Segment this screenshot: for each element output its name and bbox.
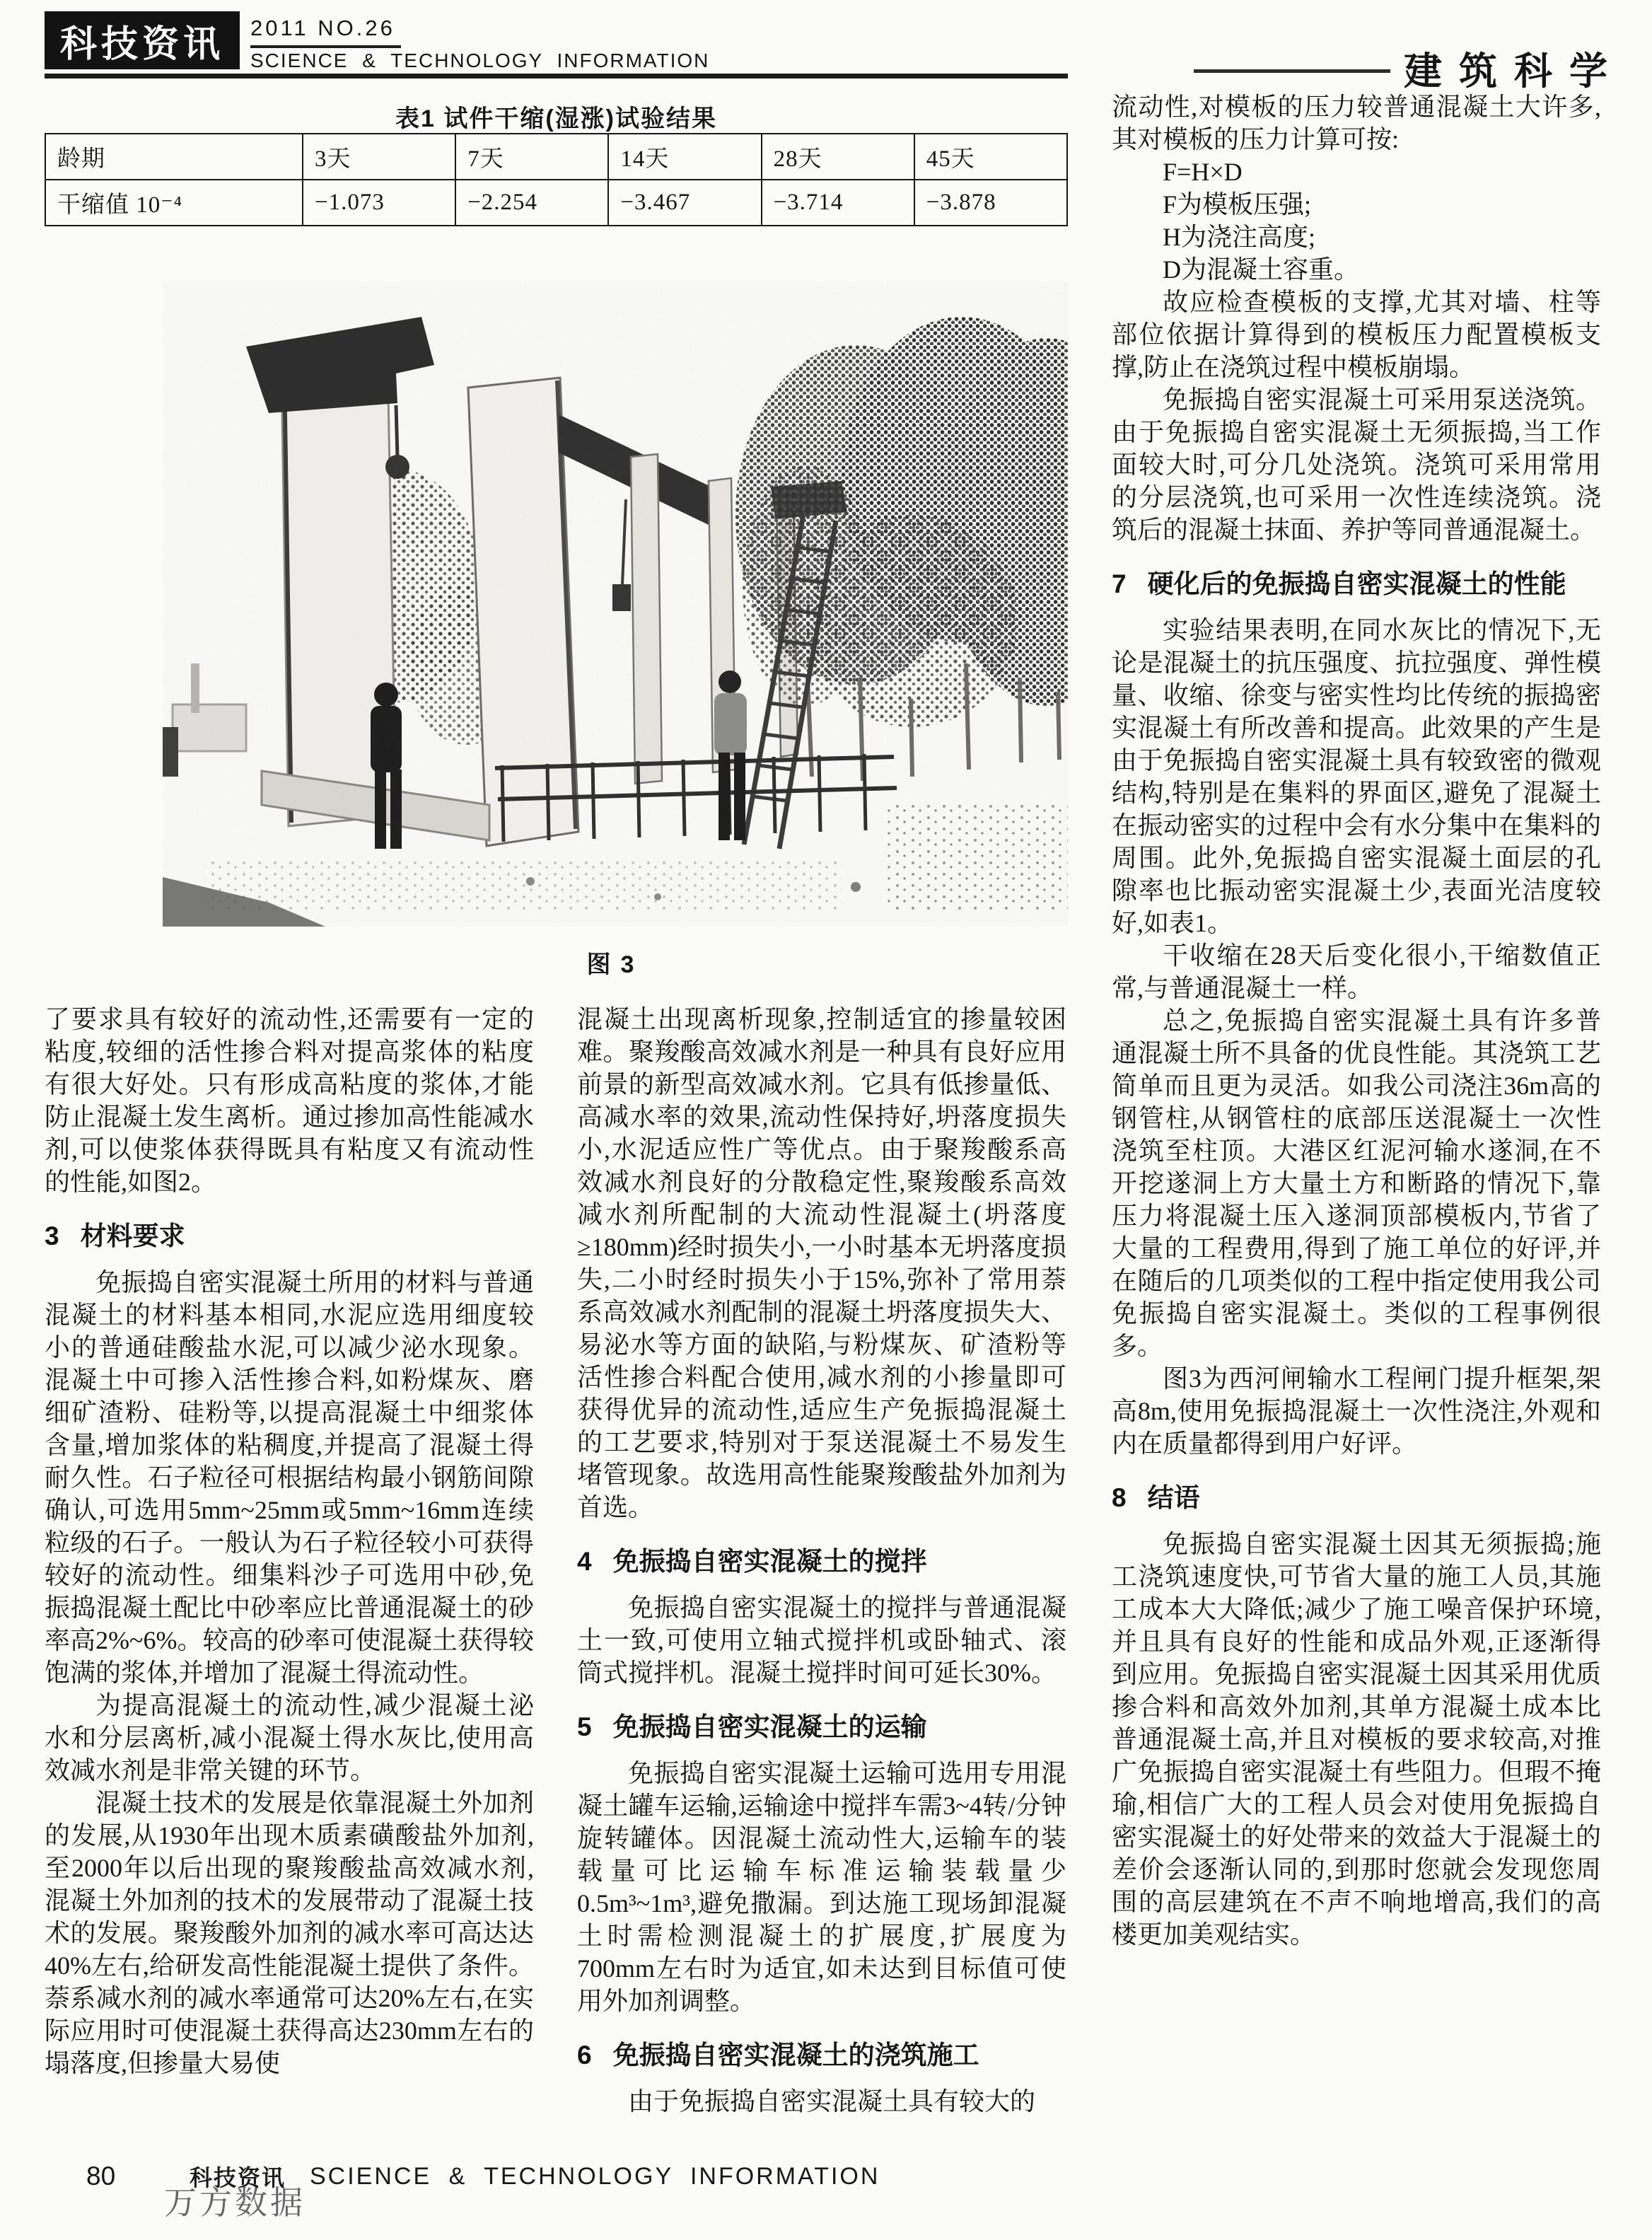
header-divider	[45, 74, 1068, 79]
section-number: 4	[577, 1547, 592, 1576]
footer-journal-name-en: SCIENCE & TECHNOLOGY INFORMATION	[310, 2163, 880, 2190]
paragraph: 为提高混凝土的流动性,减少混凝土泌水和分层离析,减小混凝土得水灰比,使用高效减水剂是非常关键的环节。	[45, 1691, 534, 1785]
section-heading	[577, 2038, 1066, 2072]
table-value-cell: −1.073	[303, 180, 455, 226]
text-column-middle	[577, 1003, 1066, 2118]
paragraph: 免振捣自密实混凝土运输可选用专用混凝土罐车运输,运输途中搅拌车需3~4转/分钟旋转罐体。因混凝土流动性大,运输车的装载量可比运输车标准运输装载量少0.5m³~1m³,避免撒漏。到达施工现场卸混凝土时需检测混凝土的扩展度,扩展度为700mm左右时为适宜,如未达到目标值可使用外加剂调整。	[577, 1759, 1066, 2015]
section-heading	[577, 1545, 1066, 1579]
page-number: 80	[86, 2161, 116, 2190]
issue-number: 2011 NO.26	[250, 16, 401, 48]
text-column-left	[45, 1003, 534, 2079]
journal-logo	[45, 11, 240, 69]
paragraph: 图3为西河闸输水工程闸门提升框架,架高8m,使用免振捣混凝土一次性浇注,外观和内在质量都得到用户好评。	[1112, 1364, 1601, 1458]
paragraph: 干收缩在28天后变化很小,干缩数值正常,与普通混凝土一样。	[1112, 941, 1601, 1002]
table-header-cell: 45天	[914, 134, 1067, 180]
section-number: 7	[1112, 569, 1127, 598]
section-heading-text: 硬化后的免振捣自密实混凝土的性能	[1147, 569, 1566, 598]
paragraph: 免振捣自密实混凝土因其无须振捣;施工浇筑速度快,可节省大量的施工人员,其施工成本大大降低;减少了施工噪音保护环境,并且具有良好的性能和成品外观,正逐渐得到应用。免振捣自密实混凝土因其采用优质掺合料和高效外加剂,其单方混凝土成本比普通混凝土高,并且对模板的要求较高,对推广免振捣自密实混凝土有些阻力。但瑕不掩瑜,相信广大的工程人员会对使用免振捣自密实混凝土的好处带来的效益大于混凝土的差价会逐渐认同的,到那时您就会发现您周围的高层建筑在不声不响地增高,我们的高楼更加美观结实。	[1112, 1530, 1601, 1949]
paragraph: 总之,免振捣自密实混凝土具有许多普通混凝土所不具备的优良性能。其浇筑工艺简单而且更为灵活。如我公司浇注36m高的钢管柱,从钢管柱的底部压送混凝土一次性浇筑至柱顶。大港区红泥河输水遂洞,在不开挖遂洞上方大量土方和断路的情况下,靠压力将混凝土压入遂洞顶部模板内,节省了大量的工程费用,得到了施工单位的好评,并在随后的几项类似的工程中指定使用我公司免振捣自密实混凝土。类似的工程事例很多。	[1112, 1006, 1601, 1360]
table-value-cell: −3.714	[762, 180, 914, 226]
section-heading-text: 材料要求	[80, 1221, 185, 1250]
formula-line: H为浇注高度;	[1163, 223, 1316, 251]
section-heading	[45, 1219, 534, 1253]
table-header-cell: 7天	[455, 134, 608, 180]
section-number: 3	[45, 1221, 59, 1250]
section-number: 5	[577, 1712, 592, 1741]
paragraph: 由于免振捣自密实混凝土具有较大的	[628, 2087, 1036, 2116]
table-title: 表1 试件干缩(湿涨)试验结果	[395, 105, 717, 132]
section-heading	[1112, 567, 1601, 601]
table-header-cell: 14天	[608, 134, 761, 180]
section-heading	[1112, 1481, 1601, 1515]
watermark: 万方数据	[164, 2184, 306, 2221]
section-number: 8	[1112, 1483, 1127, 1512]
table-header-cell: 28天	[762, 134, 914, 180]
paragraph: 混凝土技术的发展是依靠混凝土外加剂的发展,从1930年出现木质素磺酸盐外加剂,至2000年以后出现的聚羧酸盐高效减水剂,混凝土外加剂的技术的发展带动了混凝土技术的发展。聚羧酸外加剂的减水率可高达达40%左右,给研发高性能混凝土提供了条件。萘系减水剂的减水率通常可达20%左右,在实际应用时可使混凝土获得高达230mm左右的塌落度,但掺量大易使	[45, 1789, 534, 2077]
section-heading-text: 结语	[1147, 1483, 1200, 1512]
paragraph: 实验结果表明,在同水灰比的情况下,无论是混凝土的抗压强度、抗拉强度、弹性模量、收缩、徐变与密实性均比传统的振捣密实混凝土有所改善和提高。此效果的产生是由于免振捣自密实混凝土具有较致密的微观结构,特别是在集料的界面区,避免了混凝土在振动密实的过程中会有水分集中在集料的周围。此外,免振捣自密实混凝土面层的孔隙率也比振动密实混凝土少,表面光洁度较好,如表1。	[1112, 616, 1601, 937]
figure-photo	[163, 282, 1068, 927]
table-value-cell: −2.254	[455, 180, 608, 226]
paragraph: 故应检查模板的支撑,尤其对墙、柱等部位依据计算得到的模板压力配置模板支撑,防止在浇筑过程中模板崩塌。	[1112, 288, 1601, 381]
paragraph: 了要求具有较好的流动性,还需要有一定的粘度,较细的活性掺合料对提高浆体的粘度有很大好处。只有形成高粘度的浆体,才能防止混凝土发生离析。通过掺加高性能减水剂,可以使浆体获得既具有粘度又有流动性的性能,如图2。	[45, 1005, 534, 1196]
section-heading	[577, 1710, 1066, 1744]
formula-line: D为混凝土容重。	[1163, 255, 1359, 284]
section-divider	[1194, 69, 1390, 73]
paragraph: 免振捣自密实混凝土的搅拌与普通混凝土一致,可使用立轴式搅拌机或卧轴式、滚筒式搅拌机。混凝土搅拌时间可延长30%。	[577, 1594, 1066, 1687]
section-heading-text: 免振捣自密实混凝土的浇筑施工	[612, 2041, 979, 2070]
section-heading-text: 免振捣自密实混凝土的运输	[612, 1712, 927, 1741]
paragraph: 免振捣自密实混凝土所用的材料与普通混凝土的材料基本相同,水泥应选用细度较小的普通硅酸盐水泥,可以减少泌水现象。混凝土中可掺入活性掺合料,如粉煤灰、磨细矿渣粉、硅粉等,以提高混凝土中细浆体含量,增加浆体的粘稠度,并提高了混凝土得耐久性。石子粒径可根据结构最小钢筋间隙确认,可选用5mm~25mm或5mm~16mm连续粒级的石子。一般认为石子粒径较小可获得较好的流动性。细集料沙子可选用中砂,免振捣混凝土配比中砂率应比普通混凝土的砂率高2%~6%。较高的砂率可使混凝土获得较饱满的浆体,并增加了混凝土得流动性。	[45, 1268, 534, 1687]
paragraph: 免振捣自密实混凝土可采用泵送浇筑。由于免振捣自密实混凝土无须振捣,当工作面较大时,可分几处浇筑。浇筑可采用常用的分层浇筑,也可采用一次性连续浇筑。浇筑后的混凝土抹面、养护等同普通混凝土。	[1112, 385, 1601, 544]
section-title: 建筑科学	[1404, 50, 1624, 93]
paragraph: 混凝土出现离析现象,控制适宜的掺量较困难。聚羧酸高效减水剂是一种具有良好应用前景的新型高效减水剂。它具有低掺量低、高减水率的效果,流动性保持好,坍落度损失小,水泥适应性广等优点。由于聚羧酸系高效减水剂良好的分散稳定性,聚羧酸系高效减水剂所配制的大流动性混凝土(坍落度≥180mm)经时损失小,一小时基本无坍落度损失,二小时经时损失小于15%,弥补了常用萘系高效减水剂配制的混凝土坍落度损失大、易泌水等方面的缺陷,与粉煤灰、矿渣粉等活性掺合料配合使用,减水剂的小掺量即可获得优异的流动性,适应生产免振捣混凝土的工艺要求,特别对于泵送混凝土不易发生堵管现象。故选用高性能聚羧酸盐外加剂为首选。	[577, 1005, 1066, 1521]
figure-caption: 图3	[586, 951, 644, 978]
section-number: 6	[577, 2041, 592, 2070]
paragraph: 流动性,对模板的压力较普通混凝土大许多,其对模板的压力计算可按:	[1112, 93, 1601, 153]
journal-logo-text: 科技资讯	[59, 24, 224, 65]
journal-name-english: SCIENCE & TECHNOLOGY INFORMATION	[250, 50, 710, 71]
section-heading-text: 免振捣自密实混凝土的搅拌	[612, 1547, 927, 1576]
table-value-cell: −3.878	[914, 180, 1067, 226]
results-table	[45, 133, 1068, 226]
construction-site-illustration	[163, 282, 1068, 927]
footer-journal-name-cn: 科技资讯	[190, 2165, 286, 2190]
text-column-right	[1112, 91, 1601, 1951]
table-header-cell: 3天	[303, 134, 455, 180]
table-value-cell: −3.467	[608, 180, 761, 226]
formula-line: F=H×D	[1163, 158, 1243, 186]
formula-line: F为模板压强;	[1163, 190, 1312, 219]
table-row-label: 干缩值 10⁻⁴	[45, 180, 303, 226]
table-header-cell: 龄期	[45, 134, 303, 180]
